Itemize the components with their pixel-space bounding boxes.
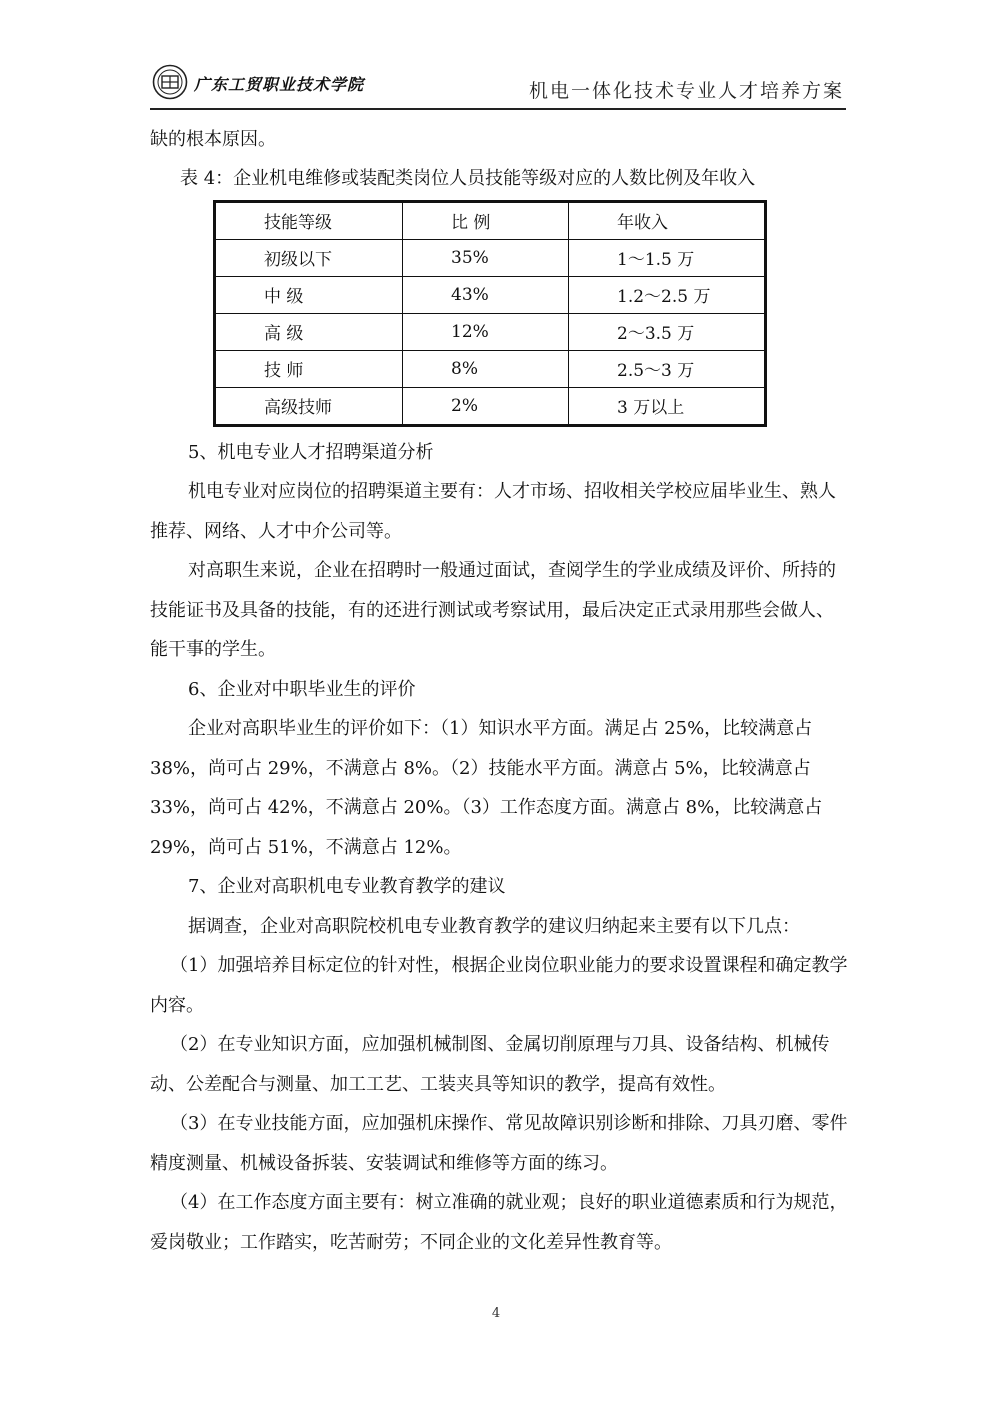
table-header-cell: 技能等级: [215, 201, 403, 239]
table-cell: 高级技师: [215, 387, 403, 425]
table-cell: 中 级: [215, 276, 403, 313]
section-7-title: 7、企业对高职机电专业教育教学的建议: [188, 876, 506, 897]
section-5-title: 5、机电专业人才招聘渠道分析: [188, 441, 434, 463]
table-row: [215, 239, 766, 276]
school-logo-icon: [152, 64, 188, 100]
page-header: [150, 62, 846, 110]
table-row: [215, 276, 766, 313]
carryover-line: 缺的根本原因。: [150, 129, 276, 150]
skill-level-table: [213, 200, 767, 427]
table-cell: 1.2～2.5 万: [569, 276, 766, 313]
table-cell: 2.5～3 万: [569, 350, 766, 387]
table-header-cell: 比 例: [403, 201, 569, 239]
table-cell: 43%: [403, 276, 569, 313]
table-cell: 35%: [403, 239, 569, 276]
section-5-paragraph-1: 机电专业对应岗位的招聘渠道主要有：人才市场、招收相关学校应届毕业生、熟人推荐、网络、人才中介公司等。: [150, 481, 836, 542]
section-6-title: 6、企业对中职毕业生的评价: [188, 678, 416, 700]
school-name: 广东工贸职业技术学院: [194, 75, 365, 94]
table-cell: 8%: [403, 350, 569, 387]
table-row: [215, 350, 766, 387]
suggestion-item-3: （3）在专业技能方面，应加强机床操作、常见故障识别诊断和排除、刀具刃磨、零件精度测量、机械设备拆装、安装调试和维修等方面的练习。: [150, 1113, 848, 1174]
table-caption: 表 4：企业机电维修或装配类岗位人员技能等级对应的人数比例及年收入: [180, 167, 756, 189]
section-5-paragraph-2: 对高职生来说，企业在招聘时一般通过面试，查阅学生的学业成绩及评价、所持的技能证书及具备的技能，有的还进行测试或考察试用，最后决定正式录用那些会做人、能干事的学生。: [150, 560, 836, 660]
table-cell: 1～1.5 万: [569, 239, 766, 276]
table-row: [215, 387, 766, 425]
table-cell: 2～3.5 万: [569, 313, 766, 350]
table-cell: 技 师: [215, 350, 403, 387]
table-header-row: [215, 201, 766, 239]
table-cell: 高 级: [215, 313, 403, 350]
table-cell: 2%: [403, 387, 569, 425]
document-title: 机电一体化技术专业人才培养方案: [528, 80, 844, 102]
suggestion-item-4: （4）在工作态度方面主要有：树立准确的就业观；良好的职业道德素质和行为规范，爱岗敬业；工作踏实，吃苦耐劳；不同企业的文化差异性教育等。: [150, 1192, 848, 1253]
table-cell: 初级以下: [215, 239, 403, 276]
section-6-paragraph: 企业对高职毕业生的评价如下：（1）知识水平方面。满足占 25%，比较满意占 38%，尚可占 29%，不满意占 8%。（2）技能水平方面。满意占 5%，比较满意占 33%，尚可占 42%，不满意占 20%。（3）工作态度方面。满意占 8%，比较满意占 29%，尚可占 51%，不满意占 12%。: [150, 718, 823, 858]
table-cell: 3 万以上: [569, 387, 766, 425]
table-row: [215, 313, 766, 350]
page-body: [150, 120, 850, 1262]
page-number: 4: [491, 1306, 501, 1321]
section-7-intro: 据调查，企业对高职院校机电专业教育教学的建议归纳起来主要有以下几点：: [188, 915, 800, 937]
table-header-cell: 年收入: [569, 201, 766, 239]
table-cell: 12%: [403, 313, 569, 350]
suggestion-item-1: （1）加强培养目标定位的针对性，根据企业岗位职业能力的要求设置课程和确定教学内容。: [150, 955, 848, 1016]
suggestion-item-2: （2）在专业知识方面，应加强机械制图、金属切削原理与刀具、设备结构、机械传动、公差配合与测量、加工工艺、工装夹具等知识的教学，提高有效性。: [150, 1034, 830, 1095]
